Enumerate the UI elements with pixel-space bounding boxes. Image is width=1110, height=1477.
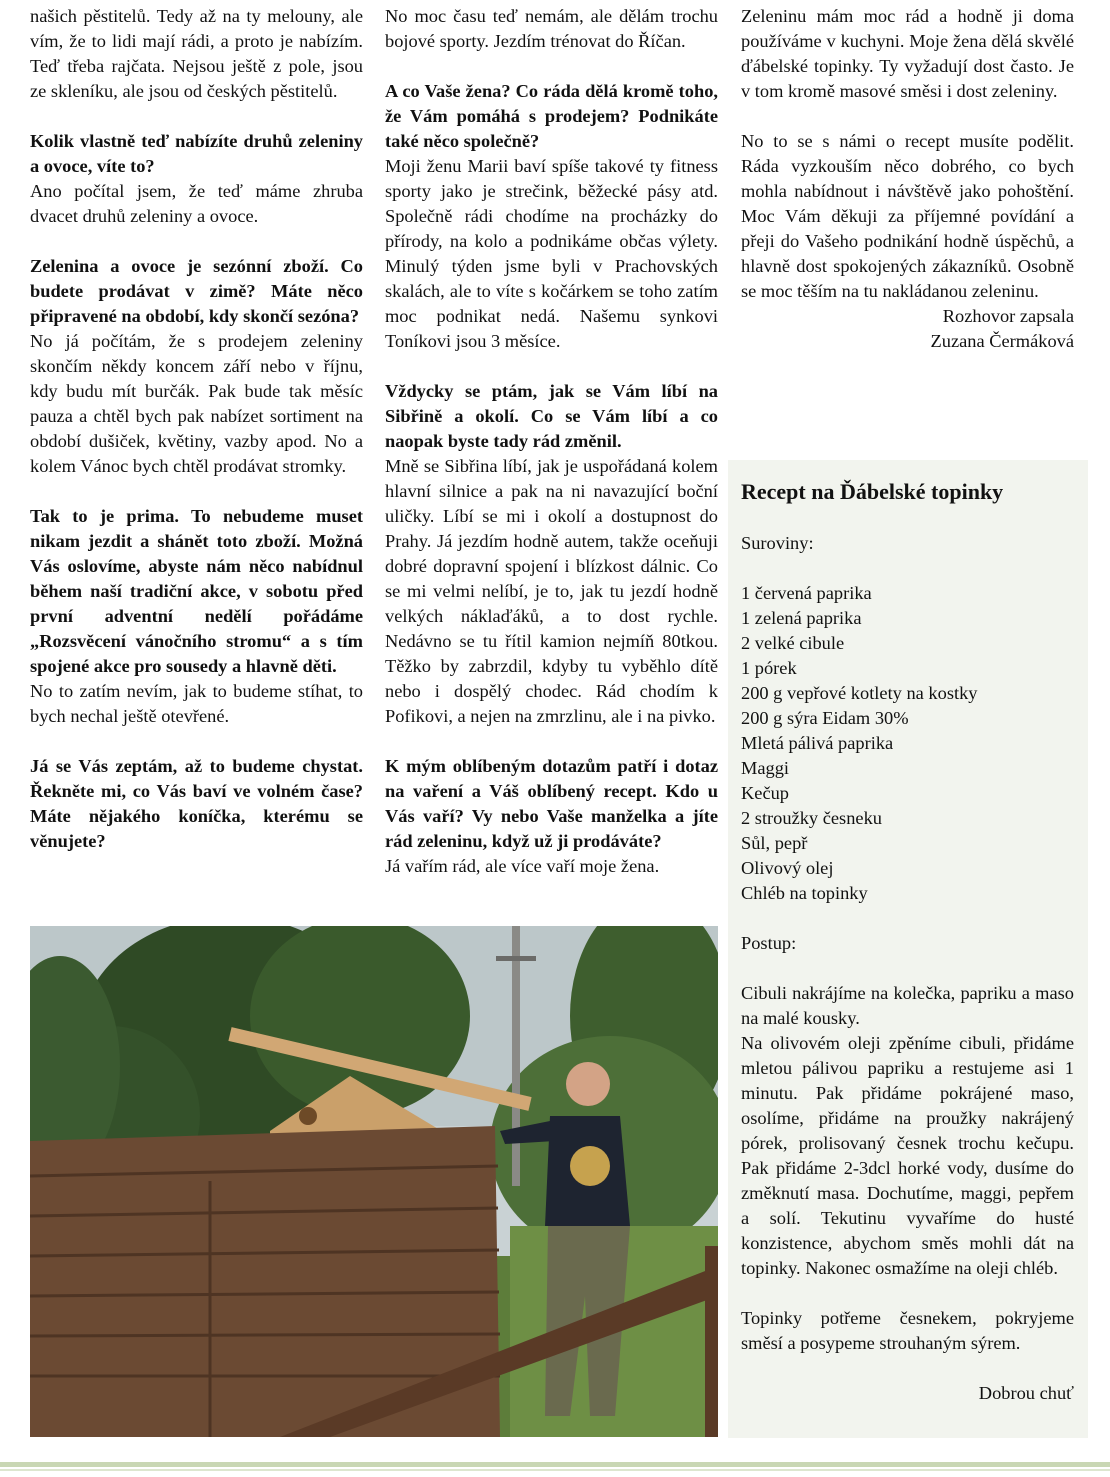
interview-question: Vždycky se ptám, jak se Vám líbí na Sibřině a okolí. Co se Vám líbí a co naopak byste tady rád změnil. [385,381,718,451]
photo-man-building-wooden-shed [30,926,718,1437]
interview-answer: No já počítám, že s prodejem zeleniny skončím někdy koncem září nebo v říjnu, kdy budu mít burčák. Pak bude tak měsíc pauza a chtěl bych pak nabízet sortiment na období dušiček, květiny, vazby apod. No a kolem Vánoc bych chtěl prodávat stromky. [30,331,363,476]
photo-illustration [30,926,718,1437]
ingredient-item: 1 červená paprika [741,583,872,603]
interview-answer: Ano počítal jsem, že teď máme zhruba dvacet druhů zeleniny a ovoce. [30,181,363,226]
recipe-title: Recept na Ďábelské topinky [741,479,1004,504]
interview-answer: Moji ženu Marii baví spíše takové ty fitness sporty jako je strečink, běžecké pásy atd. Společně rádi chodíme na procházky do přírody, na kolo a podnikáme občas výlety. Minulý týden jsme byli v Prachovských skalách, ale to víte s kočárkem se toho zatím moc podnikat nedá. Našemu synkovi Toníkovi jsou 3 měsíce. [385,156,718,351]
interview-question: Tak to je prima. To nebudeme muset nikam jezdit a shánět toto zboží. Možná Vás oslovíme, abyste nám něco nabídnul během naší tradiční akce, v sobotu před první adventní nedělí pořádáme „Rozsvěcení vánočního stromu“ a s tím spojené akce pro sousedy a hlavně děti. [30,506,363,676]
method-steps [741,981,1074,1356]
ingredients-heading: Suroviny: [741,533,814,553]
ingredient-item: 1 pórek [741,658,797,678]
ingredient-item: 2 velké cibule [741,633,845,653]
signature-line-1: Rozhovor zapsala [942,306,1074,326]
ingredient-item: Olivový olej [741,858,834,878]
ingredient-item: Kečup [741,783,789,803]
recipe-closing: Dobrou chuť [978,1383,1074,1403]
interview-answer: našich pěstitelů. Tedy až na ty melouny, ale vím, že to lidi mají rádi, a proto je nabízím. Teď třeba rajčata. Nejsou ještě z pole, jsou ze skleníku, ale jsou od českých pěstitelů. [30,6,363,101]
ingredient-item: 200 g vepřové kotlety na kostky [741,683,978,703]
ingredient-item: Mletá pálivá paprika [741,733,894,753]
interview-answer: No moc času teď nemám, ale dělám trochu bojové sporty. Jezdím trénovat do Říčan. [385,6,718,51]
method-heading: Postup: [741,933,797,953]
ingredient-item: Maggi [741,758,790,778]
interview-question: Já se Vás zeptám, až to budeme chystat. Řekněte mi, co Vás baví ve volném čase? Máte nějakého koníčka, kterému se věnujete? [30,756,363,851]
signature-line-2: Zuzana Čermáková [930,331,1074,351]
interview-answer: No to se s námi o recept musíte podělit. Ráda vyzkouším něco dobrého, co bych mohla nabídnout i návštěvě jako pohoštění. Moc Vám děkuji za příjemné povídání a přeji do Vašeho podnikání hodně úspěchů, a hlavně dost spokojených zákazníků. Osobně se moc těším na tu nakládanou zeleninu. [741,131,1074,301]
article-column-1 [30,4,363,854]
ingredient-item: 1 zelená paprika [741,608,862,628]
interview-question: K mým oblíbeným dotazům patří i dotaz na vaření a Váš oblíbený recept. Kdo u Vás vaří? Vy nebo Vaše manželka a jíte rád zeleninu, když už ji prodáváte? [385,756,718,851]
method-step: Cibuli nakrájíme na kolečka, papriku a maso na malé kousky. [741,983,1074,1028]
article-column-3-body [741,4,1074,304]
interview-question: Zelenina a ovoce je sezónní zboží. Co budete prodávat v zimě? Máte něco připravené na období, kdy skončí sezóna? [30,256,363,326]
ingredient-item: 200 g sýra Eidam 30% [741,708,909,728]
interview-question: Kolik vlastně teď nabízíte druhů zeleniny a ovoce, víte to? [30,131,363,176]
ingredient-item: Sůl, pepř [741,833,808,853]
ingredient-item: Chléb na topinky [741,883,868,903]
method-step: Topinky potřeme česnekem, pokryjeme směsí a posypeme strouhaným sýrem. [741,1308,1074,1353]
ingredient-list [741,581,1074,906]
interview-answer: No to zatím nevím, jak to budeme stíhat, to bych nechal ještě otevřené. [30,681,363,726]
ingredient-item: 2 stroužky česneku [741,808,882,828]
interview-answer: Zeleninu mám moc rád a hodně ji doma používáme v kuchyni. Moje žena dělá skvělé ďábelské topinky. Ty vyžadují dost často. Je v tom kromě masové směsi i dost zeleniny. [741,6,1074,101]
interview-answer: Já vařím rád, ale více vaří moje žena. [385,856,660,876]
method-step: Na olivovém oleji zpěníme cibuli, přidáme mletou pálivou papriku a restujeme asi 1 minutu. Pak přidáme pokrájené maso, osolíme, přidáme na proužky nakrájený pórek, prolisovaný česnek trochu kečupu. Pak přidáme 2-3dcl horké vody, dusíme do změknutí masa. Dochutíme, maggi, pepřem a solí. Tekutinu vyvaříme do husté konzistence, abychom směs mohli dát na topinky. Nakonec osmažíme na oleji chléb. [741,1033,1074,1278]
footer-rule-secondary [0,1469,1110,1471]
article-column-2 [385,4,718,879]
recipe-box [728,460,1088,1438]
interview-answer: Mně se Sibřina líbí, jak je uspořádaná kolem hlavní silnice a pak na ni navazující boční uličky. Líbí se mi i okolí a dostupnost do Prahy. Já jezdím hodně autem, takže oceňuji dobré dopravní spojení i blízkost dálnic. Co se mi velmi nelíbí, je to, jak tu jezdí hodně velkých náklaďáků, a to dost rychle. Nedávno se tu řítil kamion nejmíň 80tkou. Těžko by zabrzdil, kdyby tu vyběhlo dítě nebo i dospělý chodec. Rád chodím k Pofikovi, a nejen na zmrzlinu, ale i na pivko. [385,456,718,726]
interview-question: A co Vaše žena? Co ráda dělá kromě toho, že Vám pomáhá s prodejem? Podnikáte také něco společně? [385,81,718,151]
footer-rule [0,1462,1110,1467]
article-column-3 [741,4,1074,354]
